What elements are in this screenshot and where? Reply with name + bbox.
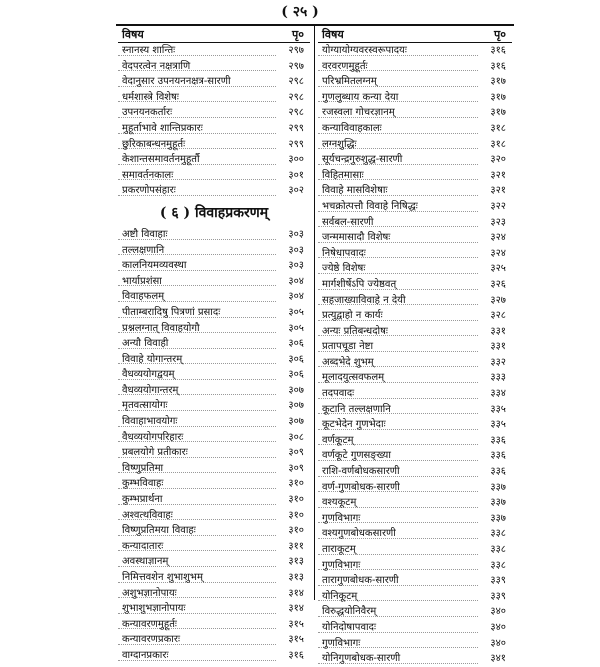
entry-page: ३१७ xyxy=(490,91,506,103)
column-divider xyxy=(314,24,315,600)
index-entry xyxy=(318,417,512,433)
entry-title: कन्याविवाहकालः xyxy=(322,122,382,134)
index-entry xyxy=(318,386,512,402)
entry-page: ३१७ xyxy=(490,76,506,88)
entry-page: २९९ xyxy=(288,138,304,150)
index-entry xyxy=(118,121,310,137)
entry-page: ३०५ xyxy=(288,306,304,318)
index-entry xyxy=(318,293,512,309)
index-entry xyxy=(118,617,310,633)
left-top-list xyxy=(118,43,310,199)
entry-page: २९७ xyxy=(288,45,304,56)
entry-title: अशुभज्ञानोपायः xyxy=(122,587,177,599)
entry-title: अब्दभेदे शुभम् xyxy=(322,356,374,368)
entry-page: ३४० xyxy=(490,621,506,633)
entry-title: मार्गशीर्षेऽपि ज्येष्ठवत् xyxy=(322,278,397,290)
entry-page: ३१६ xyxy=(490,45,506,56)
entry-page: ३१४ xyxy=(288,603,304,615)
entry-page: ३२१ xyxy=(490,185,506,197)
entry-page: ३१५ xyxy=(288,618,304,630)
entry-page: ३३१ xyxy=(490,341,506,353)
entry-page: ३३३ xyxy=(490,372,506,384)
entry-page: ३०० xyxy=(288,154,304,166)
entry-title: वश्यकूटम् xyxy=(322,497,357,509)
index-entry xyxy=(118,601,310,617)
entry-page: २९९ xyxy=(288,122,304,134)
index-entry xyxy=(118,321,310,337)
entry-page: ३३६ xyxy=(490,466,506,478)
index-entry xyxy=(318,495,512,511)
entry-title: कन्यावरणमुहूर्तः xyxy=(122,618,177,630)
entry-title: अवस्थाज्ञानम् xyxy=(122,556,169,568)
entry-title: प्रकरणोपसंहारः xyxy=(122,185,176,197)
entry-title: सहजाख्याविवाहे न देयी xyxy=(322,294,406,306)
entry-title: गुणविभागः xyxy=(322,559,361,571)
entry-title: विरुद्धयोनिवैरम् xyxy=(322,606,377,618)
entry-title: निमित्तवशेन शुभाशुभम् xyxy=(122,572,203,583)
index-entry xyxy=(318,651,512,667)
entry-page: ३४० xyxy=(490,606,506,618)
entry-title: मूलादयुत्सवफलम् xyxy=(322,372,385,384)
entry-title: वर्णकूटे गुणसङ्ख्या xyxy=(322,450,391,462)
page-number: ( २५ ) xyxy=(281,4,319,20)
entry-title: विहितमासाः xyxy=(322,169,364,181)
entry-title: वैधव्ययोगान्तरम् xyxy=(122,384,179,396)
right-list xyxy=(318,43,512,667)
index-entry xyxy=(118,632,310,648)
entry-title: स्नानस्य शान्तिः xyxy=(122,45,176,56)
index-entry xyxy=(118,90,310,106)
entry-title: कन्यावरणप्रकारः xyxy=(122,634,180,646)
entry-page: ३१३ xyxy=(288,556,304,568)
entry-title: परिभ्रमितलग्नम् xyxy=(322,76,377,88)
entry-page: ३०१ xyxy=(288,169,304,181)
index-entry xyxy=(318,121,512,137)
index-entry xyxy=(118,43,310,59)
entry-title: तदपवादः xyxy=(322,388,355,400)
index-entry xyxy=(318,308,512,324)
entry-title: विवाहाभावयोगः xyxy=(122,416,178,428)
entry-page: ३२३ xyxy=(490,216,506,228)
entry-page: ३१६ xyxy=(490,60,506,72)
left-bottom-list xyxy=(118,227,310,664)
entry-title: विवाहे मासविशेषाः xyxy=(322,185,388,197)
entry-title: धर्मशास्त्रे विशेषः xyxy=(122,91,179,103)
entry-title: प्रतापचूडा नेष्टा xyxy=(322,341,374,353)
entry-page: ३०३ xyxy=(288,260,304,272)
entry-page: ३१० xyxy=(288,509,304,521)
entry-page: ३२१ xyxy=(490,169,506,181)
index-entry xyxy=(118,59,310,75)
entry-page: ३३६ xyxy=(490,450,506,462)
entry-title: छुरिकाबन्धनमुहूर्तः xyxy=(122,138,186,150)
index-entry xyxy=(318,90,512,106)
index-entry xyxy=(318,152,512,168)
entry-page: ३०६ xyxy=(288,353,304,365)
index-entry xyxy=(318,511,512,527)
entry-title: ताराकूटम् xyxy=(322,544,356,555)
entry-title: प्रत्युद्वाहो न कार्यः xyxy=(322,310,383,322)
index-entry xyxy=(118,445,310,461)
entry-title: गुणविभागः xyxy=(322,512,361,524)
entry-title: जन्ममासादौ विशेषः xyxy=(322,232,391,244)
entry-title: विष्णुप्रतिमा xyxy=(122,462,164,474)
entry-title: कुम्भविवाहः xyxy=(122,478,164,490)
index-entry xyxy=(118,430,310,446)
index-entry xyxy=(318,370,512,386)
entry-page: ३३४ xyxy=(490,388,506,400)
index-entry xyxy=(318,464,512,480)
entry-title: वेदानुसार उपनयननक्षत्र-सारणी xyxy=(122,76,231,88)
index-entry xyxy=(118,398,310,414)
entry-page: ३०९ xyxy=(288,462,304,474)
index-entry xyxy=(118,539,310,555)
entry-page: ३१० xyxy=(288,525,304,537)
entry-title: वाग्दानप्रकारः xyxy=(122,649,169,661)
entry-title: केशान्तसमावर्तनमुहूर्तौ xyxy=(122,154,200,166)
entry-title: ज्येष्ठे विशेषः xyxy=(322,263,366,275)
index-entry xyxy=(118,508,310,524)
entry-title: तल्लक्षणानि xyxy=(122,244,165,256)
index-entry xyxy=(118,258,310,274)
entry-title: शुभाशुभज्ञानोपायः xyxy=(122,603,186,615)
entry-title: वर्णकूटम् xyxy=(322,434,354,446)
index-entry xyxy=(318,277,512,293)
entry-title: रजस्वला गोचरज्ञानम् xyxy=(322,107,395,119)
left-column-header xyxy=(118,26,310,43)
entry-page: ३०४ xyxy=(288,275,304,287)
entry-title: गुणलुब्धाय कन्या देया xyxy=(322,91,399,103)
entry-page: ३२७ xyxy=(490,294,506,306)
index-entry xyxy=(318,620,512,636)
entry-title: भचक्रोत्पत्तौ विवाहे निषिद्धः xyxy=(322,200,418,212)
right-column xyxy=(318,26,512,667)
entry-page: ३१८ xyxy=(490,138,506,150)
entry-title: राशि-वर्णबोधकसारणी xyxy=(322,466,400,478)
entry-page: ३३९ xyxy=(490,575,506,587)
index-entry xyxy=(118,476,310,492)
index-entry xyxy=(118,570,310,586)
entry-page: ३१० xyxy=(288,494,304,506)
entry-title: मृतवत्सायोगः xyxy=(122,400,168,412)
index-entry xyxy=(118,74,310,90)
entry-page: ३३२ xyxy=(490,356,506,368)
index-entry xyxy=(118,243,310,259)
entry-page: ३१३ xyxy=(288,572,304,583)
entry-title: वैधव्ययोगपरिहारः xyxy=(122,431,184,443)
subject-header: विषय xyxy=(122,28,144,41)
page-header: पृ० xyxy=(494,28,506,41)
index-entry xyxy=(318,261,512,277)
index-entry xyxy=(318,137,512,153)
index-entry xyxy=(318,59,512,75)
entry-page: ३३७ xyxy=(490,497,506,509)
entry-title: वरवरणमुहूर्तः xyxy=(322,60,368,72)
entry-page: ३१८ xyxy=(490,122,506,134)
entry-title: योनिदोषापवादः xyxy=(322,621,376,633)
entry-page: ३१५ xyxy=(288,634,304,646)
right-column-header xyxy=(318,26,512,43)
entry-title: योनिगुणबोधक-सारणी xyxy=(322,653,401,665)
entry-page: ३३८ xyxy=(490,544,506,555)
index-entry xyxy=(118,168,310,184)
entry-page: ३०३ xyxy=(288,228,304,240)
entry-title: प्रबलयोगे प्रतीकारः xyxy=(122,447,188,459)
index-entry xyxy=(318,215,512,231)
index-entry xyxy=(318,324,512,340)
entry-title: सूर्यचन्द्रगुरुशुद्ध-सारणी xyxy=(322,154,403,166)
index-entry xyxy=(118,274,310,290)
index-entry xyxy=(318,168,512,184)
entry-title: भार्याप्रशंसा xyxy=(122,275,162,287)
entry-page: ३०९ xyxy=(288,447,304,459)
entry-page: ३३५ xyxy=(490,419,506,431)
entry-page: २९८ xyxy=(288,76,304,88)
entry-page: ३३९ xyxy=(490,590,506,602)
page-header: पृ० xyxy=(292,28,304,41)
entry-page: ३३१ xyxy=(490,325,506,337)
entry-page: ३०५ xyxy=(288,322,304,334)
entry-page: ३२८ xyxy=(490,310,506,322)
entry-page: ३१६ xyxy=(288,649,304,661)
entry-title: सर्वबल-सारणी xyxy=(322,216,374,228)
index-entry xyxy=(118,289,310,305)
entry-title: विवाहफलम् xyxy=(122,291,165,303)
index-entry xyxy=(118,336,310,352)
index-entry xyxy=(318,558,512,574)
entry-page: ३२० xyxy=(490,154,506,166)
entry-page: ३३७ xyxy=(490,512,506,524)
entry-page: २९८ xyxy=(288,107,304,119)
index-entry xyxy=(118,227,310,243)
index-entry xyxy=(318,604,512,620)
section-title: ( ६ ) विवाहप्रकरणम् xyxy=(159,204,269,221)
entry-title: अश्वत्थविवाहः xyxy=(122,509,173,521)
entry-page: ३०३ xyxy=(288,244,304,256)
entry-title: निषेधापवादः xyxy=(322,247,366,259)
entry-page: २९७ xyxy=(288,60,304,72)
entry-title: योग्यायोग्यवरस्वरूपादयः xyxy=(322,45,407,56)
entry-page: २९८ xyxy=(288,91,304,103)
index-entry xyxy=(118,137,310,153)
entry-title: वैधव्ययोगद्वयम् xyxy=(122,369,175,381)
entry-title: अन्यौ विवाही xyxy=(122,338,169,350)
index-entry xyxy=(318,526,512,542)
entry-page: ३०४ xyxy=(288,291,304,303)
index-entry xyxy=(118,554,310,570)
index-entry xyxy=(318,573,512,589)
index-entry xyxy=(118,105,310,121)
index-entry xyxy=(318,105,512,121)
entry-page: ३१७ xyxy=(490,107,506,119)
index-entry xyxy=(318,480,512,496)
subject-header: विषय xyxy=(322,28,344,41)
index-entry xyxy=(318,183,512,199)
entry-page: ३२४ xyxy=(490,232,506,244)
index-entry xyxy=(318,542,512,558)
entry-title: वर्ण-गुणबोधक-सारणी xyxy=(322,481,400,493)
index-entry xyxy=(118,367,310,383)
index-entry xyxy=(318,636,512,652)
entry-title: कुम्भप्रार्थना xyxy=(122,494,163,506)
index-entry xyxy=(318,246,512,262)
index-entry xyxy=(118,383,310,399)
entry-title: विवाहे योगान्तरम् xyxy=(122,353,183,365)
index-entry xyxy=(118,523,310,539)
index-entry xyxy=(318,355,512,371)
index-entry xyxy=(318,402,512,418)
entry-page: ३०७ xyxy=(288,384,304,396)
index-entry xyxy=(318,74,512,90)
index-entry xyxy=(118,586,310,602)
entry-title: प्रश्नलग्नात् विवाहयोगौ xyxy=(122,322,200,334)
entry-title: कन्यादातारः xyxy=(122,540,164,552)
entry-page: ३२६ xyxy=(490,278,506,290)
index-entry xyxy=(118,152,310,168)
entry-title: तारागुणबोधक-सारणी xyxy=(322,575,399,587)
index-entry xyxy=(318,589,512,605)
entry-page: ३०६ xyxy=(288,369,304,381)
entry-title: लग्नशुद्धिः xyxy=(322,138,357,150)
entry-page: ३३७ xyxy=(490,481,506,493)
entry-title: कूटानि तल्लक्षणानि xyxy=(322,403,391,415)
left-column xyxy=(118,26,310,664)
entry-page: ३३५ xyxy=(490,403,506,415)
index-entry xyxy=(318,230,512,246)
index-entry xyxy=(118,492,310,508)
entry-title: योनिकूटम् xyxy=(322,590,358,602)
entry-title: कालनियमव्यवस्था xyxy=(122,260,187,272)
index-entry xyxy=(318,339,512,355)
entry-title: मुहूर्ताभावे शान्तिप्रकारः xyxy=(122,122,203,134)
index-entry xyxy=(318,448,512,464)
entry-page: ३११ xyxy=(288,540,304,552)
entry-page: ३०७ xyxy=(288,416,304,428)
index-entry xyxy=(118,352,310,368)
entry-page: ३२५ xyxy=(490,263,506,275)
entry-page: ३३६ xyxy=(490,434,506,446)
index-entry xyxy=(118,648,310,664)
index-entry xyxy=(118,305,310,321)
entry-page: ३३८ xyxy=(490,559,506,571)
entry-title: वेदपरत्वेन नक्षत्राणि xyxy=(122,60,191,72)
entry-title: अष्टौ विवाहाः xyxy=(122,228,168,240)
entry-title: गुणविभागः xyxy=(322,637,361,649)
index-entry xyxy=(318,433,512,449)
entry-title: विष्णुप्रतिमया विवाहः xyxy=(122,525,196,537)
index-entry xyxy=(118,183,310,199)
entry-page: ३०८ xyxy=(288,431,304,443)
entry-page: ३१० xyxy=(288,478,304,490)
entry-page: ३३८ xyxy=(490,528,506,540)
index-entry xyxy=(318,199,512,215)
entry-title: कूटभेदेन गुणभेदाः xyxy=(322,419,386,431)
entry-page: ३०७ xyxy=(288,400,304,412)
entry-page: ३०२ xyxy=(288,185,304,197)
entry-title: उपनयनकर्तारः xyxy=(122,107,173,119)
entry-title: वश्यगुणबोधकसारणी xyxy=(322,528,396,540)
index-entry xyxy=(118,414,310,430)
entry-page: ३१४ xyxy=(288,587,304,599)
entry-page: ३४० xyxy=(490,637,506,649)
entry-title: समावर्तनकालः xyxy=(122,169,174,181)
entry-title: पीताम्बरादिषु पित्रणां प्रसादः xyxy=(122,306,221,318)
entry-page: ३२४ xyxy=(490,247,506,259)
index-entry xyxy=(318,43,512,59)
index-entry xyxy=(118,461,310,477)
entry-page: ३०६ xyxy=(288,338,304,350)
entry-title: अन्यः प्रतिबन्धदोषः xyxy=(322,325,388,337)
entry-page: ३४१ xyxy=(490,653,506,665)
entry-page: ३२२ xyxy=(490,200,506,212)
